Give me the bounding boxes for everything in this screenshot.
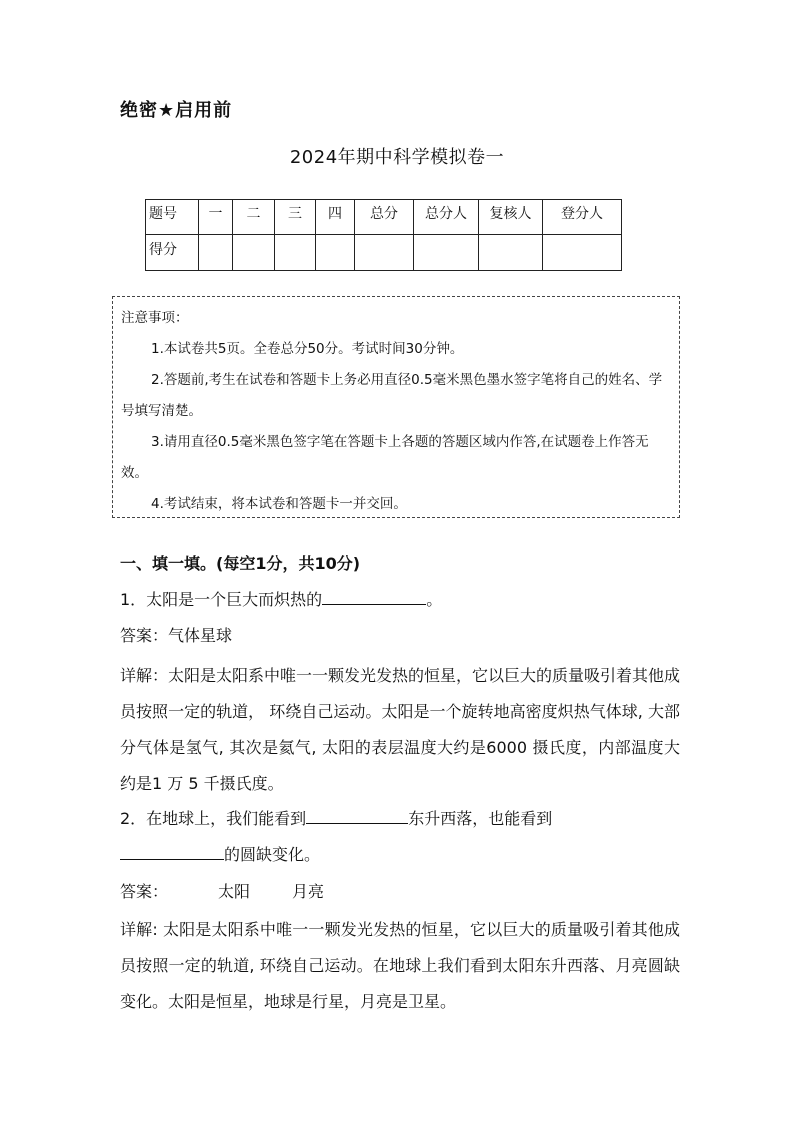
header-cell-2: 二 (233, 200, 275, 235)
header-cell-scorer: 总分人 (414, 200, 479, 235)
header-cell-4: 四 (316, 200, 355, 235)
page-title: 2024年期中科学模拟卷一 (289, 147, 505, 168)
score-cell[interactable] (414, 235, 479, 271)
question-2 (120, 801, 680, 873)
header-cell-recorder: 登分人 (543, 200, 622, 235)
header-cell-question-no: 题号 (146, 200, 199, 235)
score-cell[interactable] (316, 235, 355, 271)
score-table-header-row (146, 200, 622, 235)
score-cell[interactable] (543, 235, 622, 271)
answer-1-value: 气体星球 (168, 626, 233, 645)
explanation-2: 详解: 太阳是太阳系中唯一一颗发光发热的恒星，它以巨大的质量吸引着其他成员按照一定的轨道, 环绕自己运动。在地球上我们看到太阳东升西落、月亮圆缺变化。太阳是恒星，地球是行星，月亮是卫星。 (120, 920, 680, 1011)
answer-label: 答案： (120, 626, 169, 645)
answer-2 (120, 876, 680, 907)
question-2-stem: 2．在地球上，我们能看到 (120, 809, 307, 828)
header-cell-1: 一 (199, 200, 233, 235)
score-cell[interactable] (479, 235, 543, 271)
answer-2-value-2: 月亮 (292, 882, 325, 901)
question-1 (120, 584, 680, 615)
confidential-label: 绝密★启用前 (120, 100, 233, 121)
notice-box (112, 296, 680, 518)
notice-heading: 注意事项： (121, 310, 189, 326)
question-2-stem-end: 的圆缺变化。 (224, 845, 321, 864)
score-cell[interactable] (275, 235, 316, 271)
score-table (145, 199, 622, 271)
score-cell[interactable] (199, 235, 233, 271)
answer-1 (120, 620, 680, 651)
answer-blank[interactable] (306, 805, 408, 824)
answer-2-value-1: 太阳 (218, 882, 251, 901)
notice-item: 1.本试卷共5页。全卷总分50分。考试时间30分钟。 (151, 341, 464, 357)
notice-item: 4.考试结束，将本试卷和答题卡一并交回。 (151, 496, 407, 512)
question-2-stem-mid: 东升西落，也能看到 (408, 809, 553, 828)
answer-label: 答案： (120, 882, 169, 901)
question-1-stem: 1．太阳是一个巨大而炽热的 (120, 590, 323, 609)
notice-item: 3.请用直径0.5毫米黑色签字笔在答题卡上各题的答题区域内作答,在试题卷上作答无效。 (121, 434, 649, 481)
score-row-label: 得分 (146, 235, 199, 271)
header-cell-reviewer: 复核人 (479, 200, 543, 235)
answer-blank[interactable] (322, 586, 426, 605)
score-table-score-row (146, 235, 622, 271)
score-cell[interactable] (355, 235, 414, 271)
section-heading: 一、填一填。(每空1分，共10分) (120, 554, 361, 573)
score-cell[interactable] (233, 235, 275, 271)
question-1-stem-end: 。 (426, 590, 443, 609)
header-cell-3: 三 (275, 200, 316, 235)
explanation-1: 详解：太阳是太阳系中唯一一颗发光发热的恒星，它以巨大的质量吸引着其他成员按照一定的轨道， 环绕自己运动。太阳是一个旋转地高密度炽热气体球, 大部分气体是氢气, 其次是氦气, 太阳的表层温度大约是6000 摄氏度，内部温度大约是1 万 5 千摄氏度。 (120, 666, 681, 793)
notice-item: 2.答题前,考生在试卷和答题卡上务必用直径0.5毫米黑色墨水签字笔将自己的姓名、学号填写清楚。 (121, 372, 663, 419)
header-cell-total: 总分 (355, 200, 414, 235)
answer-blank[interactable] (120, 841, 224, 860)
